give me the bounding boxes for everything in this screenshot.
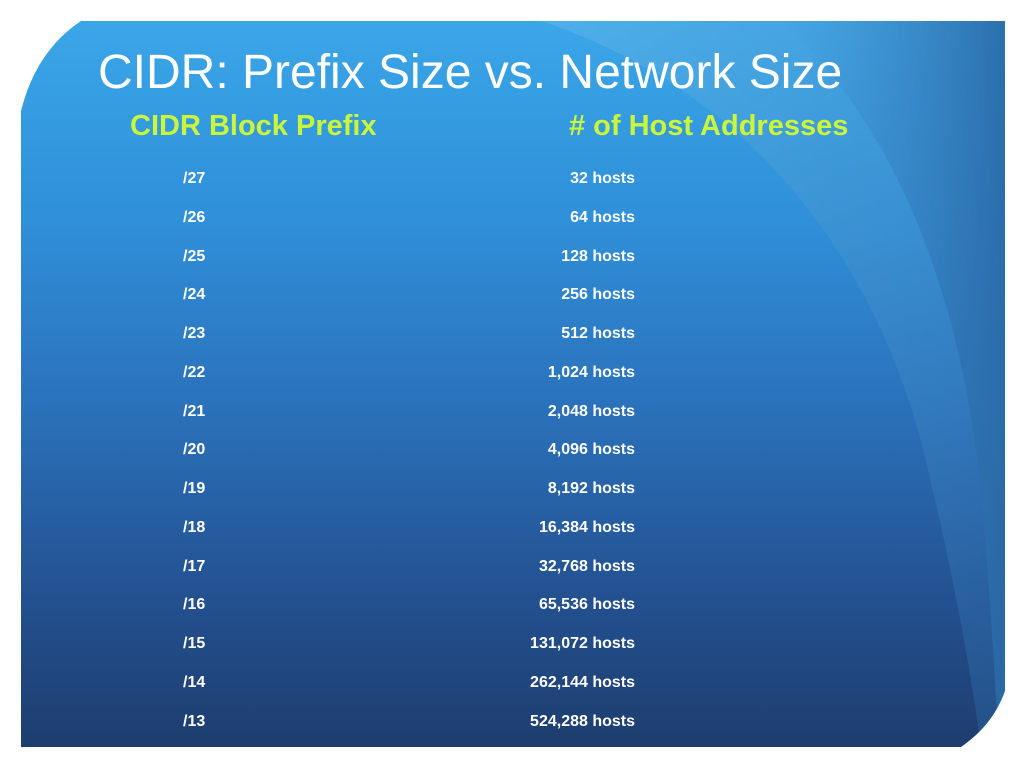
table-row — [21, 355, 1005, 394]
hosts-cell: 64 hosts — [570, 208, 635, 226]
hosts-cell: 1,024 hosts — [547, 363, 635, 381]
table-row — [21, 394, 1005, 433]
table-row — [21, 471, 1005, 510]
prefix-cell: /18 — [183, 518, 206, 536]
hosts-cell: 131,072 hosts — [530, 635, 635, 652]
hosts-cell: 32,768 hosts — [538, 557, 635, 575]
prefix-column-header: CIDR Block Prefix — [130, 110, 377, 142]
prefix-cell: /16 — [183, 596, 206, 614]
prefix-cell: /17 — [183, 557, 206, 575]
prefix-cell: /22 — [183, 363, 206, 381]
prefix-cell: /20 — [183, 441, 206, 459]
hosts-cell: 256 hosts — [561, 286, 635, 304]
hosts-cell: 4,096 hosts — [547, 441, 635, 459]
table-row — [21, 432, 1005, 471]
hosts-cell: 2,048 hosts — [547, 402, 635, 420]
prefix-cell: /15 — [183, 635, 206, 652]
hosts-cell: 262,144 hosts — [530, 673, 635, 691]
table-row — [21, 161, 1005, 200]
cidr-table — [21, 161, 1005, 742]
slide-title: CIDR: Prefix Size vs. Network Size — [98, 46, 843, 99]
table-row — [21, 239, 1005, 278]
prefix-cell: /19 — [183, 480, 206, 497]
table-row — [21, 626, 1005, 665]
table-row — [21, 510, 1005, 549]
table-row — [21, 200, 1005, 239]
prefix-cell: /14 — [183, 673, 206, 691]
slide — [21, 21, 1005, 747]
hosts-cell: 65,536 hosts — [538, 596, 635, 614]
prefix-cell: /26 — [183, 208, 206, 226]
prefix-cell: /27 — [183, 170, 206, 187]
prefix-cell: /24 — [183, 286, 206, 304]
table-row — [21, 665, 1005, 704]
prefix-cell: /23 — [183, 325, 206, 342]
hosts-cell: 512 hosts — [561, 325, 635, 342]
prefix-cell: /13 — [183, 712, 206, 730]
hosts-cell: 32 hosts — [570, 170, 635, 187]
prefix-cell: /21 — [183, 402, 206, 420]
hosts-cell: 8,192 hosts — [547, 480, 635, 497]
table-row — [21, 549, 1005, 588]
table-row — [21, 277, 1005, 316]
table-row — [21, 704, 1005, 743]
hosts-cell: 16,384 hosts — [538, 518, 635, 536]
hosts-column-header: # of Host Addresses — [569, 110, 849, 142]
hosts-cell: 128 hosts — [561, 247, 635, 265]
hosts-cell: 524,288 hosts — [530, 712, 635, 730]
prefix-cell: /25 — [183, 247, 206, 265]
table-row — [21, 316, 1005, 355]
table-row — [21, 587, 1005, 626]
